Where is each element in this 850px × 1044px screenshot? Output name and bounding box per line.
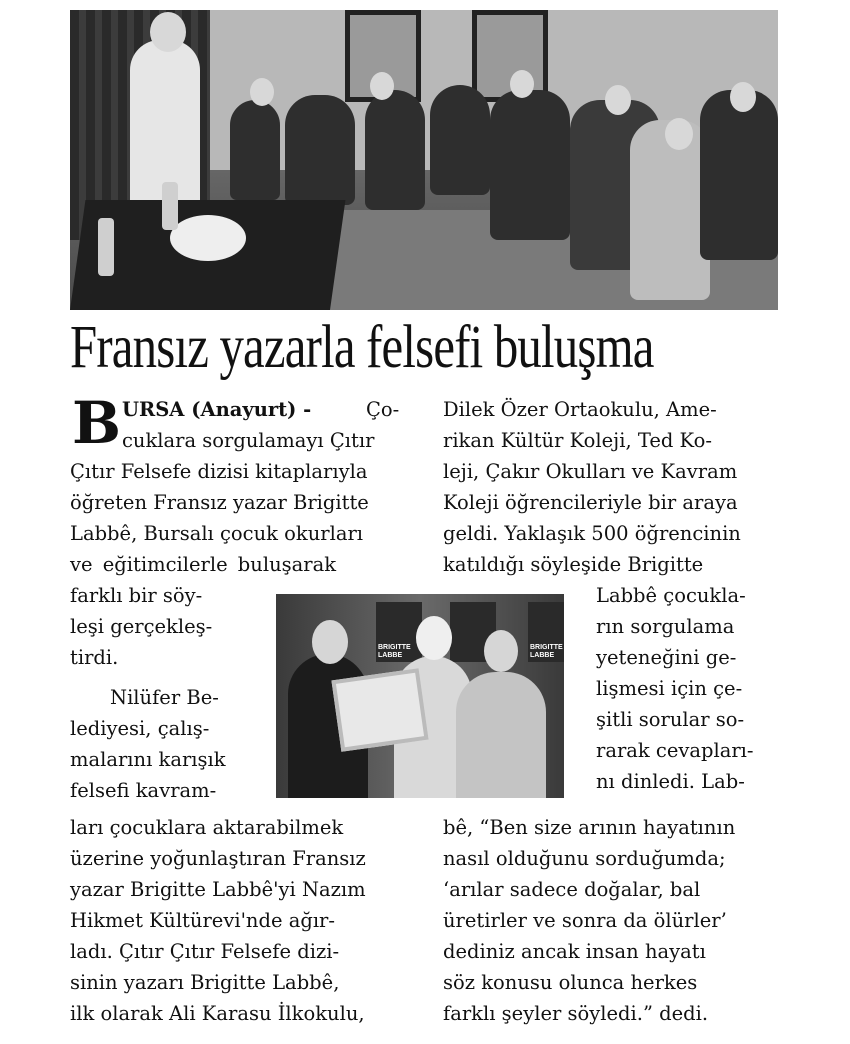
text-line: ilk olarak Ali Karasu İlkokulu, <box>70 1002 365 1025</box>
audience-head <box>510 70 534 98</box>
text-line: Nilüfer Be- <box>110 686 219 709</box>
poster <box>528 602 564 662</box>
text-line: bê, “Ben size arının hayatının <box>443 816 736 839</box>
text-line: felsefi kavram- <box>70 779 217 802</box>
text-line: sinin yazarı Brigitte Labbê, <box>70 971 340 994</box>
text-line: nı dinledi. Lab- <box>596 770 745 793</box>
text-line: dediniz ancak insan hayatı <box>443 940 706 963</box>
audience-figure <box>285 95 355 205</box>
text-line: cuklara sorgulamayı Çıtır <box>122 429 375 452</box>
poster-name-line: BRIGITTE <box>378 644 411 651</box>
audience-figure <box>490 90 570 240</box>
audience-figure <box>365 90 425 210</box>
speaker-head <box>150 12 186 52</box>
text-line: farklı bir söy- <box>70 584 203 607</box>
poster <box>376 602 422 662</box>
text-line: yazar Brigitte Labbê'yi Nazım <box>70 878 366 901</box>
poster-name-line: BRIGITTE <box>530 644 563 651</box>
text-line: rarak cevapları- <box>596 739 754 762</box>
poster-text <box>530 644 563 660</box>
poster-text <box>378 644 411 660</box>
text-line: Labbê, Bursalı çocuk okurları <box>70 522 364 545</box>
audience-figure <box>700 90 778 260</box>
flower-arrangement <box>170 215 246 261</box>
text-line: farklı şeyler söyledi.” dedi. <box>443 1002 709 1025</box>
person-face <box>416 616 452 660</box>
person-figure <box>456 672 546 798</box>
audience-figure <box>430 85 490 195</box>
person-face <box>312 620 348 664</box>
poster-name-line: LABBE <box>378 652 403 659</box>
text-line: ladı. Çıtır Çıtır Felsefe dizi- <box>70 940 340 963</box>
headline: Fransız yazarla felsefi buluşma <box>70 314 654 381</box>
text-line: Labbê çocukla- <box>596 584 746 607</box>
audience-head <box>250 78 274 106</box>
text-line: Dilek Özer Ortaokulu, Ame- <box>443 398 717 421</box>
text-line: katıldığı söyleşide Brigitte <box>443 553 704 576</box>
audience-head <box>605 85 631 115</box>
person-face <box>484 630 518 672</box>
audience-head <box>370 72 394 100</box>
poster-name-line: LABBE <box>530 652 555 659</box>
water-bottle <box>98 218 114 276</box>
drop-cap: B <box>72 389 122 457</box>
text-line: geldi. Yaklaşık 500 öğrencinin <box>443 522 741 545</box>
text-line: rikan Kültür Koleji, Ted Ko- <box>443 429 712 452</box>
text-line: Çıtır Felsefe dizisi kitaplarıyla <box>70 460 368 483</box>
text-line: şitli sorular so- <box>596 708 745 731</box>
text-line: lişmesi için çe- <box>596 677 743 700</box>
text-line: malarını karışık <box>70 748 226 771</box>
main-photo <box>70 10 778 310</box>
text-line: nasıl olduğunu sorduğumda; <box>443 847 726 870</box>
audience-head <box>665 118 693 150</box>
text-line: lediyesi, çalış- <box>70 717 210 740</box>
text-line: üzerine yoğunlaştıran Fransız <box>70 847 366 870</box>
text-line: leji, Çakır Okulları ve Kavram <box>443 460 738 483</box>
water-bottle <box>162 182 178 230</box>
text-line: yeteneğini ge- <box>596 646 737 669</box>
text-line: ları çocuklara aktarabilmek <box>70 816 344 839</box>
framed-portrait <box>331 668 428 752</box>
text-line: Ço- <box>366 398 400 421</box>
text-line: rın sorgulama <box>596 615 735 638</box>
text-line: söz konusu olunca herkes <box>443 971 698 994</box>
inset-photo <box>276 594 564 798</box>
text-line: Koleji öğrencileriyle bir araya <box>443 491 738 514</box>
text-line: öğreten Fransız yazar Brigitte <box>70 491 369 514</box>
text-line: Hikmet Kültürevi'nde ağır- <box>70 909 335 932</box>
text-line: ve eğitimcilerle buluşarak <box>70 553 337 576</box>
text-line: tirdi. <box>70 646 119 669</box>
text-line: ‘arılar sadece doğalar, bal <box>443 878 701 901</box>
dateline: URSA (Anayurt) - <box>122 398 312 421</box>
text-line: üretirler ve sonra da ölürler’ <box>443 909 727 932</box>
audience-figure <box>230 100 280 200</box>
text-line: leşi gerçekleş- <box>70 615 213 638</box>
audience-head <box>730 82 756 112</box>
